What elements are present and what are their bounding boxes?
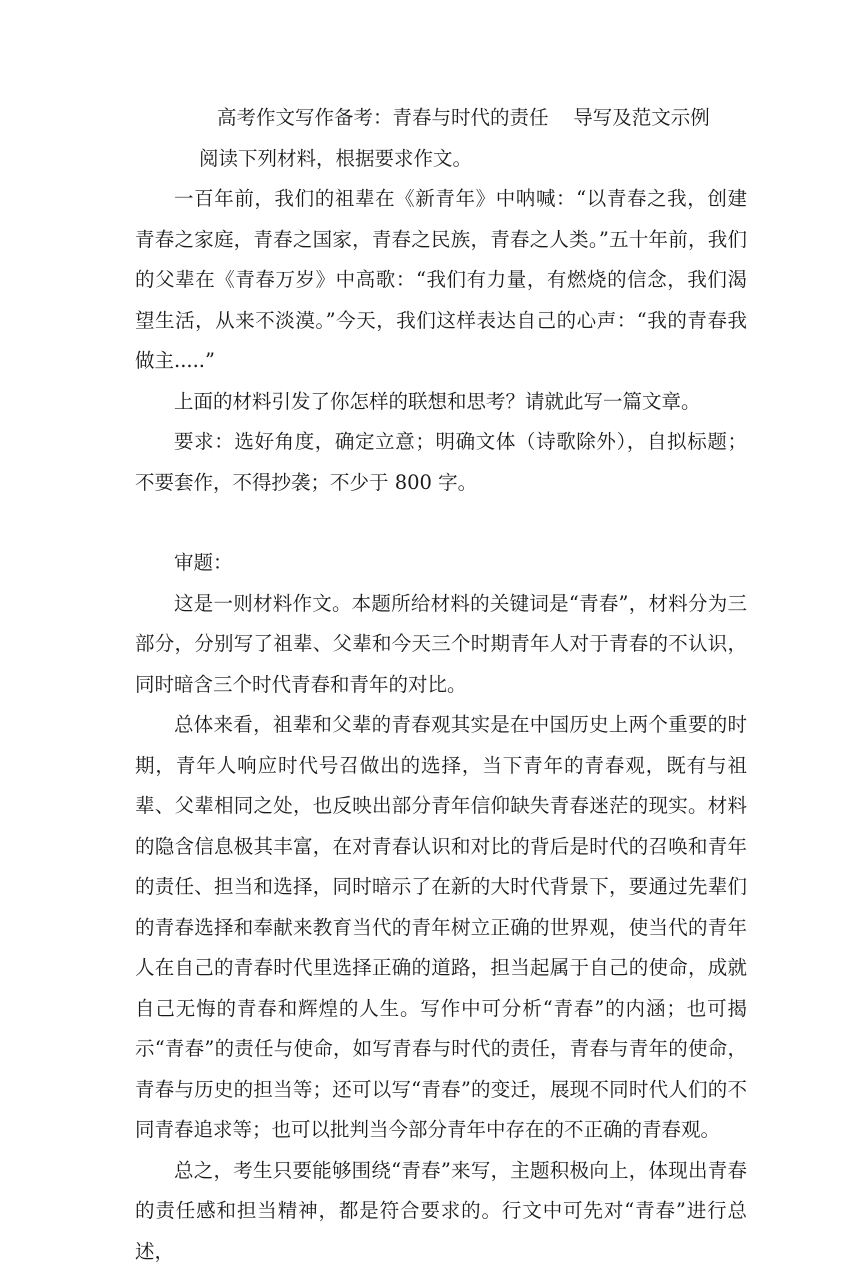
analysis-paragraph-1: 这是一则材料作文。本题所给材料的关键词是“青春”，材料分为三部分，分别写了祖辈、父辈和今天三个时期青年人对于青春的不认识，同时暗含三个时代青春和青年的对比。: [135, 584, 747, 706]
document-body: [135, 98, 747, 1272]
document-title: 高考作文写作备考：青春与时代的责任 导写及范文示例: [135, 98, 747, 139]
analysis-paragraph-2: 总体来看，祖辈和父辈的青春观其实是在中国历史上两个重要的时期，青年人响应时代号召做出的选择，当下青年的青春观，既有与祖辈、父辈相同之处，也反映出部分青年信仰缺失青春迷茫的现实。材料的隐含信息极其丰富，在对青春认识和对比的背后是时代的召唤和青年的责任、担当和选择，同时暗示了在新的大时代背景下，要通过先辈们的青春选择和奉献来教育当代的青年树立正确的世界观，使当代的青年人在自己的青春时代里选择正确的道路，担当起属于自己的使命，成就自己无悔的青春和辉煌的人生。写作中可分析“青春”的内涵；也可揭示“青春”的责任与使命，如写青春与时代的责任，青春与青年的使命，青春与历史的担当等；还可以写“青春”的变迁，展现不同时代人们的不同青春追求等；也可以批判当今部分青年中存在的不正确的青春观。: [135, 705, 747, 1151]
intro-line: 阅读下列材料，根据要求作文。: [135, 139, 747, 180]
analysis-heading: 审题：: [135, 543, 747, 584]
material-paragraph-question: 上面的材料引发了你怎样的联想和思考？请就此写一篇文章。: [135, 382, 747, 423]
material-paragraph-quotes: 一百年前，我们的祖辈在《新青年》中呐喊：“以青春之我，创建青春之家庭，青春之国家，青春之民族，青春之人类。”五十年前，我们的父辈在《青春万岁》中高歌：“我们有力量，有燃烧的信念，我们渴望生活，从来不淡漠。”今天，我们这样表达自己的心声：“我的青春我做主.....”: [135, 179, 747, 382]
section-gap: [135, 503, 747, 543]
analysis-paragraph-3: 总之，考生只要能够围绕“青春”来写，主题积极向上，体现出青春的责任感和担当精神，都是符合要求的。行文中可先对“青春”进行总述，: [135, 1151, 747, 1272]
material-paragraph-requirements: 要求：选好角度，确定立意；明确文体（诗歌除外），自拟标题；不要套作，不得抄袭；不少于 800 字。: [135, 422, 747, 503]
